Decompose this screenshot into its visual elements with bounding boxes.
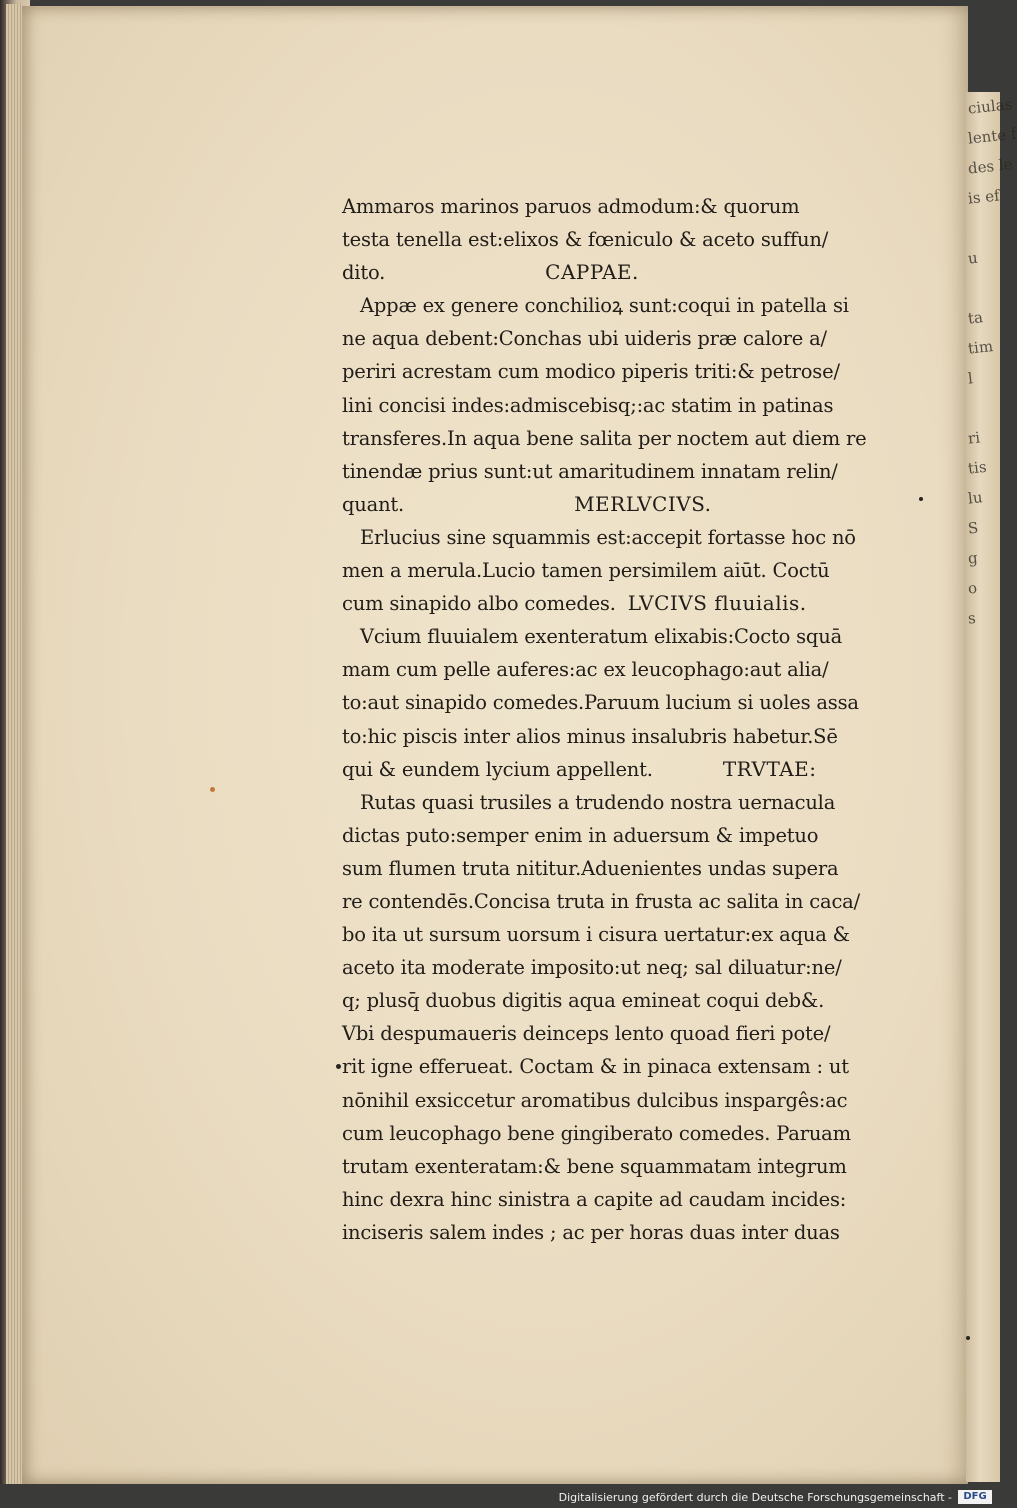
- text-line: ne aqua debent:Conchas ubi uideris præ calore a/: [342, 327, 827, 351]
- text-line: Vbi despumaueris deinceps lento quoad fieri pote/: [342, 1022, 831, 1046]
- ink-speck: [966, 1336, 970, 1340]
- text-line: dictas puto:semper enim in aduersum & impetuo: [342, 823, 819, 847]
- next-page-fragment: S: [967, 518, 980, 538]
- next-page-fragment: g: [967, 548, 979, 568]
- next-page-fragment: ciulas: [967, 95, 1014, 118]
- paper-stain: [210, 787, 215, 792]
- text-line: [342, 488, 882, 521]
- next-page-fragment: tis: [967, 457, 988, 478]
- text-line: rit igne efferueat. Coctam & in pinaca extensam : ut: [342, 1055, 849, 1079]
- text-line: cum leucophago bene gingiberato comedes. Paruam: [342, 1121, 851, 1145]
- next-page-fragment: tim: [967, 337, 994, 358]
- next-page-fragment: lente f: [967, 124, 1017, 148]
- text-line: transferes.In aqua bene salita per noctem aut diem re: [342, 426, 867, 450]
- line-text: cum sinapido albo comedes.: [342, 592, 616, 616]
- dfg-logo: DFG: [958, 1490, 992, 1504]
- text-line: aceto ita moderate imposito:ut neq; sal diluatur:ne/: [342, 956, 842, 980]
- line-text: dito.: [342, 261, 386, 285]
- footer-credit: Digitalisierung gefördert durch die Deutsche Forschungsgemeinschaft -: [558, 1491, 952, 1504]
- next-page-fragment: is ef: [967, 186, 1001, 208]
- text-line: mam cum pelle auferes:ac ex leucophago:aut alia/: [342, 658, 829, 682]
- text-line: [342, 587, 882, 620]
- text-line: Appæ ex genere conchilioꝝ sunt:coqui in patella si: [360, 294, 849, 318]
- footer-bar: [0, 1484, 1000, 1508]
- printed-text-block: [342, 190, 882, 1249]
- next-page-fragment: u: [967, 248, 979, 268]
- line-text: qui & eundem lycium appellent.: [342, 757, 653, 781]
- next-page-fragment: ri: [967, 428, 981, 448]
- text-line: periri acrestam cum modico piperis triti:& petrose/: [342, 360, 840, 384]
- text-line: [342, 753, 882, 786]
- text-line: to:aut sinapido comedes.Paruum lucium si uoles assa: [342, 691, 859, 715]
- next-page-fragment: o: [967, 578, 978, 598]
- next-page-fragment: lu: [967, 488, 984, 508]
- text-line: [342, 256, 882, 289]
- line-text: quant.: [342, 492, 405, 516]
- section-heading-lucius: LVCIVS fluuialis.: [627, 591, 807, 616]
- text-line: trutam exenteratam:& bene squammatam integrum: [342, 1154, 847, 1178]
- text-line: men a merula.Lucio tamen persimilem aiūt. Coctū: [342, 559, 830, 583]
- text-line: testa tenella est:elixos & fœniculo & aceto suffun/: [342, 228, 829, 252]
- text-line: Vcium fluuialem exenteratum elixabis:Cocto squā: [360, 625, 842, 649]
- text-line: lini concisi indes:admiscebisq;:ac statim in patinas: [342, 393, 834, 417]
- next-page-fragment: des le: [967, 155, 1014, 178]
- section-heading-trutae: TRVTAE:: [722, 756, 817, 781]
- text-line: sum flumen truta nititur.Aduenientes undas supera: [342, 856, 839, 880]
- text-line: to:hic piscis inter alios minus insalubris habetur.Sē: [342, 724, 838, 748]
- text-line: inciseris salem indes ; ac per horas duas inter duas: [342, 1220, 840, 1244]
- page-stack-edge: [6, 4, 22, 1486]
- text-line: Ammaros marinos paruos admodum:& quorum: [342, 195, 800, 218]
- next-page-edge: [966, 92, 1017, 1482]
- ink-speck: [336, 1064, 341, 1069]
- text-line: re contendēs.Concisa truta in frusta ac salita in caca/: [342, 889, 860, 913]
- text-line: bo ita ut sursum uorsum i cisura uertatur:ex aqua &: [342, 923, 850, 947]
- text-line: q; plusq̄ duobus digitis aqua emineat coqui deb&.: [342, 989, 825, 1013]
- text-line: hinc dexra hinc sinistra a capite ad caudam incides:: [342, 1187, 847, 1211]
- text-line: tinendæ prius sunt:ut amaritudinem innatam relin/: [342, 459, 838, 483]
- next-page-fragment: s: [967, 608, 977, 628]
- ink-speck: [919, 497, 923, 501]
- next-page-fragment: ta: [967, 308, 984, 328]
- text-line: Rutas quasi trusiles a trudendo nostra uernacula: [360, 790, 836, 814]
- section-heading-cappae: CAPPAE.: [545, 260, 639, 285]
- next-page-fragment: l: [967, 369, 974, 388]
- text-line: nōnihil exsiccetur aromatibus dulcibus inspargês:ac: [342, 1088, 848, 1112]
- text-line: Erlucius sine squammis est:accepit fortasse hoc nō: [360, 525, 856, 549]
- section-heading-merlucius: MERLVCIVS.: [574, 491, 712, 516]
